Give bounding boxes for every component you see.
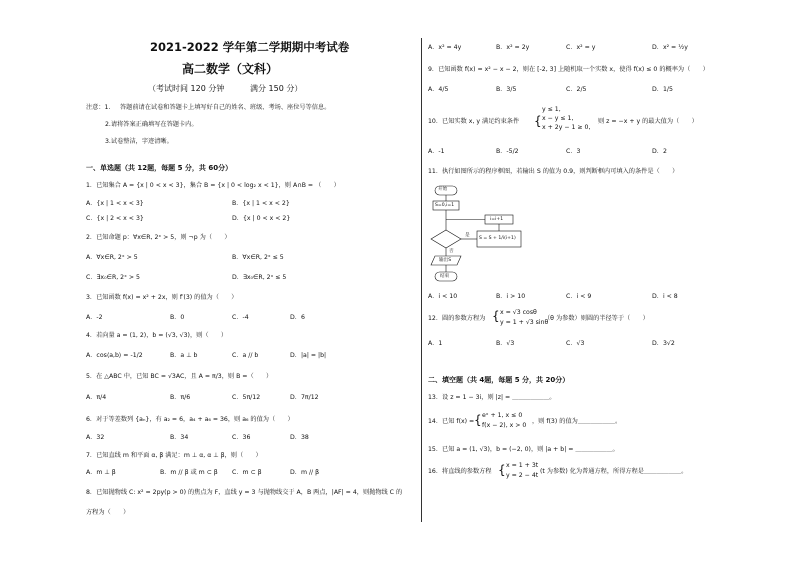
q4-stem: 4．若向量 a = (1, 2)，b = (√3, √3)，则（ ） [86,332,228,339]
q4-option-d: D．|a| = |b| [290,352,327,359]
q6-option-d: D．38 [290,434,309,441]
q1-option-b: B．{x | 1 < x < 2} [232,200,290,207]
q1-option-d: D．{x | 0 < x < 2} [232,215,291,222]
q5-option-a: A．π/4 [86,394,107,401]
q1-stem: 1．已知集合 A = {x | 0 < x < 3}，集合 B = {x | 0 < log₂ x < 1}，则 A∩B = （ ） [86,182,340,189]
q14-case-2: f(x − 2), x > 0 [482,422,527,429]
section-2-heading: 二、填空题（共 4题，每题 5 分，共 20分） [428,376,570,384]
q4-option-a: A．cos⟨a,b⟩ = -1/2 [86,352,143,359]
note-1: 答题前请在试卷和答题卡上填写好自己的姓名、班级、考场、座位号等信息。 [120,104,331,111]
q2-option-b: B．∀x∈R, 2ˣ ≤ 5 [232,254,284,261]
q11-flowchart [427,184,523,288]
q8-option-c: C．x² = y [566,44,596,51]
flow-end-label: 结束 [440,274,450,279]
q12-option-d: D．3√2 [652,340,675,347]
q12-tail: （θ 为参数）则圆的半径等于（ ） [544,315,649,322]
exam-score: 满分 150 分） [250,84,303,93]
q16-eq-2: y = 2 − 4t [506,472,539,479]
q3-option-d: D．6 [290,314,305,321]
q1-option-c: C．{x | 2 < x < 3} [86,215,144,222]
q8-option-d: D．x² = ½y [652,44,688,51]
q15-stem: 15．已知 a = (1, √3)，b = (−2, 0)，则 |a + b| = ＿＿＿＿＿＿。 [428,446,619,453]
notes-label: 注意：1. [86,104,111,111]
q14-stem: 14．已知 f(x) = [428,418,475,425]
q8-stem-cont: 方程为（ ） [86,509,130,516]
q10-option-c: C．3 [566,148,581,155]
q11-option-d: D．i < 8 [652,293,678,300]
q7-option-c: C．m ⊂ β [232,469,262,476]
q8-stem: 8．已知抛物线 C: x² = 2py(p > 0) 的焦点为 F，直线 y = 3 与抛物线交于 A，B 两点，|AF| = 4，则抛物线 C 的 [86,489,403,496]
q8-option-a: A．x² = 4y [428,44,462,51]
q14-tail: ，则 f(3) 的值为＿＿＿＿＿＿。 [532,418,622,425]
q12-eq-1: x = √3 cosθ [500,309,537,316]
exam-subtitle: 高二数学（文科） [182,62,279,76]
q12-option-c: C．√3 [566,340,585,347]
q7-option-d: D．m // β [290,469,320,476]
q10-option-b: B．-5/2 [496,148,519,155]
q3-option-a: A．-2 [86,314,103,321]
q5-option-c: C．5π/12 [232,394,261,401]
q6-stem: 6．对于等差数列 {aₙ}，有 a₂ = 6，a₄ + a₆ = 36，则 a₆ 的值为（ ） [86,416,294,423]
q11-option-c: C．i < 9 [566,293,592,300]
section-1-heading: 一、单选题（共 12题，每题 5 分，共 60分） [86,164,233,172]
flow-init-label: S=0,i=1 [435,203,455,208]
q11-option-a: A．i < 10 [428,293,458,300]
q5-stem: 5．在 △ABC 中，已知 BC = √3AC，且 A = π/3，则 B =（ ） [86,373,273,380]
q11-option-b: B．i > 10 [496,293,526,300]
note-2: 2.请将答案正确填写在答题卡内。 [105,121,198,128]
flow-output-label: 输出S [439,258,452,263]
q9-stem: 9．已知函数 f(x) = x² − x − 2，则在 [-2, 3] 上随机取一个实数 x，使得 f(x) ≤ 0 的概率为（ ） [428,66,709,73]
q5-option-b: B．π/6 [170,394,191,401]
q12-option-a: A．1 [428,340,443,347]
q6-option-c: C．36 [232,434,251,441]
q3-option-b: B．0 [170,314,185,321]
q7-option-a: A．m ⊥ β [86,469,116,476]
q12-brace: { [492,309,500,323]
q16-brace: { [498,463,506,477]
q2-option-d: D．∃x₀∈R, 2ˣ ≤ 5 [232,274,287,281]
q1-option-a: A．{x | 1 < x < 3} [86,200,144,207]
q16-tail: (t 为参数) 化为普通方程，所得方程是＿＿＿＿＿＿。 [540,468,688,475]
flow-inc-label: i=i+1 [490,217,504,222]
q4-option-c: C．a // b [232,352,259,359]
flow-calc-label: S = S + 1/i(i+1) [479,236,516,241]
q10-tail: 则 z = −x + y 的最大值为（ ） [598,118,698,125]
q10-brace: { [534,114,542,128]
q4-option-b: B．a ⊥ b [170,352,198,359]
q10-constraint-2: x − y ≤ 1, [542,115,574,122]
note-3: 3.试卷整洁，字迹清晰。 [105,138,173,145]
q7-stem: 7．已知直线 m 和平面 α, β 满足：m ⊥ α, α ⊥ β，则（ ） [86,452,262,459]
q2-option-a: A．∀x∈R, 2ˣ > 5 [86,254,138,261]
q9-option-d: D．1/5 [652,86,673,93]
q13-stem: 13．设 z = 1 − 3i，则 |z| = ＿＿＿＿＿＿。 [428,394,556,401]
flow-start-label: 开始 [438,187,448,192]
q6-option-b: B．34 [170,434,189,441]
q14-brace: { [474,413,482,427]
q10-option-d: D．2 [652,148,667,155]
q3-option-c: C．-4 [232,314,249,321]
q16-eq-1: x = 1 + 3t [506,462,539,469]
q11-stem: 11．执行如图所示的程序框图，若输出 S 的值为 0.9，则判断框内可填入的条件是（ ） [428,168,679,175]
q10-constraint-3: x + 2y − 1 ≥ 0, [542,124,591,131]
q10-stem: 10．已知实数 x, y 满足约束条件 [428,118,520,125]
q9-option-a: A．4/5 [428,86,449,93]
column-divider [421,38,422,522]
exam-time: （考试时间 120 分钟 [148,84,225,93]
q5-option-d: D．7π/12 [290,394,319,401]
q6-option-a: A．32 [86,434,105,441]
q8-option-b: B．x² = 2y [496,44,530,51]
q7-option-b: B．m // β 或 m ⊂ β [160,469,218,476]
flow-yes-label: 是 [465,233,470,238]
q12-option-b: B．√3 [496,340,515,347]
q9-option-b: B．3/5 [496,86,517,93]
exam-title: 2021-2022 学年第二学期期中考试卷 [150,40,350,54]
q14-case-1: eˣ + 1, x ≤ 0 [482,412,523,419]
q10-option-a: A．-1 [428,148,445,155]
q3-stem: 3．已知函数 f(x) = x² + 2x，则 f′(3) 的值为（ ） [86,294,238,301]
q10-constraint-1: y ≤ 1, [542,106,561,113]
flow-decision [431,230,461,248]
flow-no-label: 否 [449,249,454,254]
q2-option-c: C．∃x₀∈R, 2ˣ > 5 [86,274,140,281]
q12-eq-2: y = 1 + √3 sinθ [500,319,549,326]
q9-option-c: C．2/5 [566,86,587,93]
q16-stem: 16．将直线的参数方程 [428,468,492,475]
q12-stem: 12．圆的参数方程为 [428,315,486,322]
q2-stem: 2．已知命题 p：∀x∈R, 2ˣ > 5，则 ¬p 为（ ） [86,234,231,241]
